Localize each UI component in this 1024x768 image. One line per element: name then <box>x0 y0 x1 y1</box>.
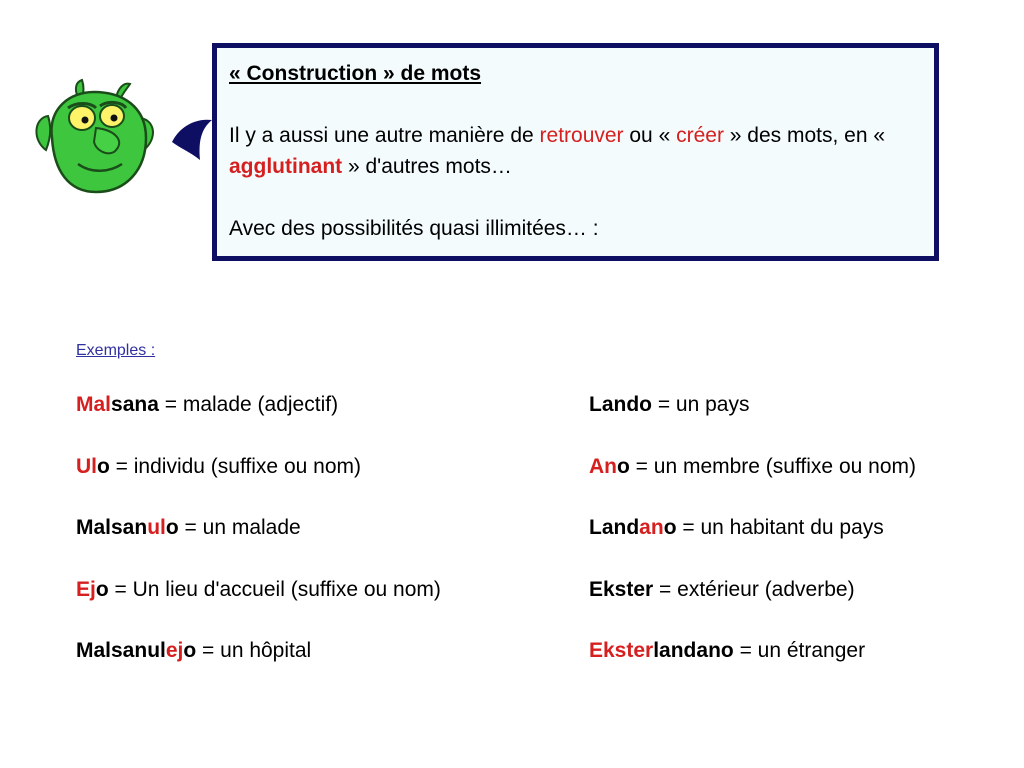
example-part: Malsanul <box>76 639 166 662</box>
example-part: = un pays <box>652 393 750 416</box>
p1-retrouver: retrouver <box>539 124 624 147</box>
example-part: Malsan <box>76 516 148 539</box>
example-part: = individu (suffixe ou nom) <box>109 454 361 478</box>
example-part: Lando <box>589 393 652 416</box>
box-title: « Construction » de mots <box>229 62 482 85</box>
example-part: = un malade <box>178 516 301 539</box>
examples-right-column <box>589 390 916 698</box>
example-part: an <box>639 516 664 539</box>
examples-label: Exemples : <box>76 342 156 359</box>
example-part: Ej <box>76 577 96 601</box>
example-row <box>589 513 916 575</box>
example-part: o <box>617 454 630 478</box>
example-row <box>76 452 441 514</box>
p1-text-b: ou « <box>623 124 677 147</box>
examples-left-column <box>76 390 441 698</box>
example-part: = un étranger <box>733 639 866 662</box>
example-part: o <box>95 577 109 601</box>
intro-box <box>212 43 939 261</box>
example-part: = un membre (suffixe ou nom) <box>629 454 916 478</box>
example-part: Ekster <box>589 577 654 601</box>
p1-text-d: » d'autres mots… <box>342 155 512 178</box>
example-row <box>589 636 916 698</box>
example-part: Ul <box>76 454 97 478</box>
p1-agglutinant: agglutinant <box>229 155 343 178</box>
example-part: = extérieur (adverbe) <box>653 577 855 601</box>
example-row <box>76 575 441 637</box>
example-part: Ekster <box>589 639 654 662</box>
example-part: o <box>165 516 179 539</box>
green-mascot-icon <box>30 78 230 208</box>
example-part: o <box>663 516 677 539</box>
example-row <box>76 636 441 698</box>
p1-text-c: » des mots, en « <box>723 124 886 147</box>
box-paragraph-2: Avec des possibilités quasi illimitées… : <box>229 217 599 240</box>
example-row <box>76 390 441 452</box>
example-part: ej <box>165 639 184 662</box>
example-part: o <box>183 639 197 662</box>
box-paragraph-1 <box>229 120 934 182</box>
example-row <box>589 390 916 452</box>
example-part: landano <box>653 639 734 662</box>
example-part: = Un lieu d'accueil (suffixe ou nom) <box>108 577 441 601</box>
p1-text-a: Il y a aussi une autre manière de <box>229 124 540 147</box>
example-part: o <box>97 454 110 478</box>
example-part: An <box>589 454 617 478</box>
example-row <box>589 452 916 514</box>
example-part: Land <box>589 516 640 539</box>
example-row <box>589 575 916 637</box>
example-part: = un hôpital <box>196 639 312 662</box>
example-part: Mal <box>76 393 112 416</box>
example-part: sana <box>111 393 159 416</box>
example-part: = un habitant du pays <box>676 516 884 539</box>
example-part: ul <box>147 516 166 539</box>
example-row <box>76 513 441 575</box>
example-part: = malade (adjectif) <box>158 393 339 416</box>
p1-creer: créer <box>676 124 724 147</box>
